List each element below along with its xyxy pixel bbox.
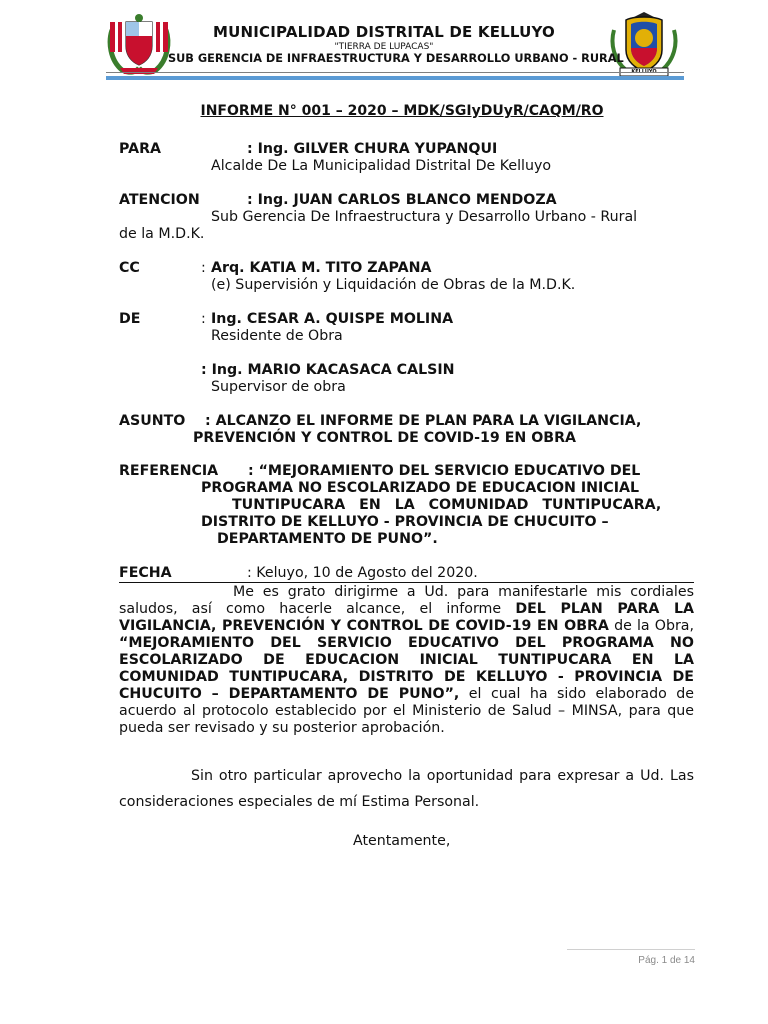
page-number: Pág. 1 de 14 [638, 955, 695, 966]
para-label: PARA [119, 141, 161, 157]
fecha-value: : Keluyo, 10 de Agosto del 2020. [247, 565, 478, 581]
informe-number: INFORME N° 001 – 2020 – MDK/SGIyDUyR/CAQM/RO [200, 103, 604, 119]
atencion-role-1: Sub Gerencia De Infraestructura y Desarrollo Urbano - Rural [211, 209, 638, 225]
fecha-rule [119, 582, 694, 583]
cc-colon: : [201, 260, 206, 276]
referencia-line-1: : “MEJORAMIENTO DEL SERVICIO EDUCATIVO DEL [248, 463, 641, 479]
de-role: Residente de Obra [211, 328, 343, 344]
referencia-label: REFERENCIA [119, 463, 219, 479]
closing-text: Atentamente, [353, 833, 451, 849]
cc-label: CC [119, 260, 140, 276]
header-rule-thin [106, 72, 684, 73]
de-name-2: : Ing. MARIO KACASACA CALSIN [201, 362, 455, 378]
cc-name: Arq. KATIA M. TITO ZAPANA [211, 260, 432, 276]
atencion-label: ATENCION [119, 192, 200, 208]
referencia-line-2: PROGRAMA NO ESCOLARIZADO DE EDUCACION INICIAL [201, 480, 639, 496]
header-rule-blue [106, 76, 684, 80]
de-name: Ing. CESAR A. QUISPE MOLINA [211, 311, 454, 327]
para-role: Alcalde De La Municipalidad Distrital De Kelluyo [211, 158, 552, 174]
body-paragraph-2: Sin otro particular aprovecho la oportunidad para expresar a Ud. Las consideraciones especiales de mí Estima Personal. [119, 768, 694, 810]
cc-role: (e) Supervisión y Liquidación de Obras de la M.D.K. [211, 277, 576, 293]
header-motto: "TIERRA DE LUPACAS" [334, 42, 434, 52]
fecha-label: FECHA [119, 565, 172, 581]
body-paragraph-1: Me es grato dirigirme a Ud. para manifestarle mis cordiales saludos, así como hacerle alcance, el informe DEL PLAN PARA LA VIGILANCIA, PREVENCIÓN Y CONTROL DE COVID-19 EN OBRA de la Obra, “MEJORAMIENTO DEL SERVICIO EDUCATIVO DEL PROGRAMA NO ESCOLARIZADO DE EDUCACION INICIAL TUNTIPUCARA EN LA COMUNIDAD TUNTIPUCARA, DISTRITO DE KELLUYO - PROVINCIA DE CHUCUITO – DEPARTAMENTO DE PUNO”, el cual ha sido elaborado de acuerdo al protocolo establecido por el Ministerio de Salud – MINSA, para que pueda ser revisado y su posterior aprobación. [119, 584, 694, 736]
referencia-line-4: DISTRITO DE KELLUYO - PROVINCIA DE CHUCUITO – [201, 514, 609, 530]
atencion-name: : Ing. JUAN CARLOS BLANCO MENDOZA [247, 192, 557, 208]
referencia-line-3: TUNTIPUCARA EN LA COMUNIDAD TUNTIPUCARA, [232, 497, 662, 513]
de-colon: : [201, 311, 206, 327]
atencion-role-2: de la M.D.K. [119, 226, 205, 242]
header-subtitle: SUB GERENCIA DE INFRAESTRUCTURA Y DESARROLLO URBANO - RURAL [168, 52, 624, 65]
referencia-line-5: DEPARTAMENTO DE PUNO”. [217, 531, 438, 547]
asunto-label: ASUNTO [119, 413, 186, 429]
de-role-2: Supervisor de obra [211, 379, 346, 395]
para-name: : Ing. GILVER CHURA YUPANQUI [247, 141, 498, 157]
footer-rule [567, 949, 695, 950]
header-title: MUNICIPALIDAD DISTRITAL DE KELLUYO [212, 23, 555, 41]
de-label: DE [119, 311, 141, 327]
asunto-line-1: : ALCANZO EL INFORME DE PLAN PARA LA VIGILANCIA, [205, 413, 642, 429]
asunto-line-2: PREVENCIÓN Y CONTROL DE COVID-19 EN OBRA [193, 430, 576, 446]
